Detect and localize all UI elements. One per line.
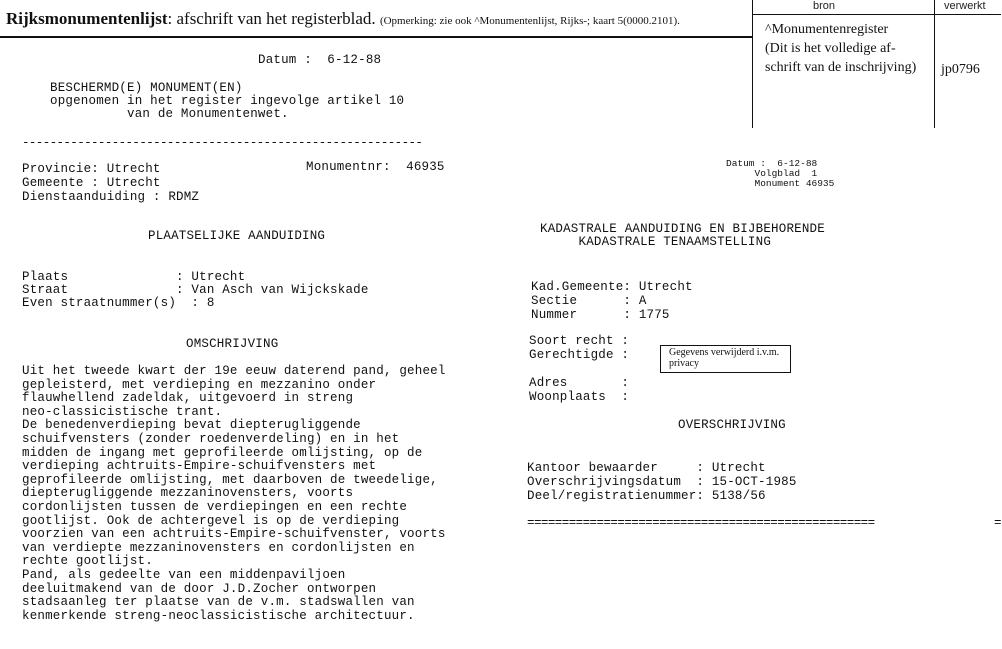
title-rest: : afschrift van het registerblad. — [167, 9, 376, 28]
column-header-verwerkt: verwerkt — [944, 0, 986, 12]
provincie-field: Provincie: Utrecht — [22, 162, 161, 176]
omschrijving-text: Uit het tweede kwart der 19e eeuw daterend pand, geheel gepleisterd, met verdieping en mezzanino onder flauwhellend zadeldak, uitgevoerd in streng neo-classicistische trant. De benedenverdieping bevat diepterugliggende schuifvensters (zonder roedenverdeling) en in het midden de ingang met geprofileerde omlijsting, op de verdieping achtruits-Empire-schuifvensters met geprofileerde omlijsting, met daarboven de tweedelige, diepterugliggende mezzaninovensters, voorts cordonlijsten tussen de verdiepingen en een rechte gootlijst. Ook de achtergevel is op de verdieping voorzien van een achtruits-Empire-schuifvenster, voorts van verdiepte mezzaninovensters en cordonlijsten en rechte gootlijst. Pand, als gedeelte van een middenpaviljoen deeluitmakend van de door J.D.Zocher ontworpen stadsaanleg ter plaatse van de v.m. stadswallen van kenmerkende streng-neoclassicistische architectuur. — [22, 364, 446, 623]
verwerkt-code: jp0796 — [941, 62, 980, 77]
left-datum: Datum : 6-12-88 — [258, 53, 382, 67]
title-bold: Rijksmonumentenlijst — [6, 9, 168, 28]
equals-trailing: = — [994, 516, 1002, 530]
kadastrale-fields: Kad.Gemeente: Utrecht Sectie : A Nummer : 1775 — [531, 280, 693, 322]
overschrijving-fields: Kantoor bewaarder : Utrecht Overschrijvingsdatum : 15-OCT-1985 Deel/registratienummer: 5138/56 — [527, 461, 797, 503]
column-header-bron: bron — [813, 0, 836, 12]
monumentnr-field: Monumentnr: 46935 — [306, 160, 445, 174]
source-box-header-line — [753, 14, 1001, 15]
equals-separator: ================================================== — [527, 516, 875, 530]
adres-fields: Adres : Woonplaats : — [529, 376, 630, 404]
source-text: ^Monumentenregister (Dit is het volledige af- schrift van de inschrijving) — [765, 22, 917, 75]
kadastrale-heading: KADASTRALE AANDUIDING EN BIJBEHORENDE KADASTRALE TENAAMSTELLING — [540, 222, 825, 249]
dash-separator: ---------------------------------------------------------- — [22, 136, 423, 150]
overschrijving-heading: OVERSCHRIJVING — [678, 418, 786, 432]
right-meta: Datum : 6-12-88 Volgblad 1 Monument 46935 — [726, 158, 835, 189]
title-note: (Opmerking: zie ook ^Monumentenlijst, Rijks-; kaart 5(0000.2101). — [379, 15, 680, 27]
omschrijving-heading: OMSCHRIJVING — [186, 337, 279, 351]
address-block: Plaats : Utrecht Straat : Van Asch van Wijckskade Even straatnummer(s) : 8 — [22, 270, 369, 310]
privacy-redaction-box: Gegevens verwijderd i.v.m. privacy — [660, 345, 791, 373]
monument-heading: BESCHERMD(E) MONUMENT(EN) opgenomen in het register ingevolge artikel 10 van de Monumentenwet. — [50, 81, 405, 121]
dienstaanduiding-field: Dienstaanduiding : RDMZ — [22, 190, 200, 204]
recht-fields: Soort recht : Gerechtigde : — [529, 334, 630, 362]
header-rule — [0, 36, 752, 38]
source-box — [752, 0, 1001, 128]
gemeente-field: Gemeente : Utrecht — [22, 176, 161, 190]
source-box-divider — [934, 0, 935, 128]
document-title — [6, 9, 680, 29]
plaatselijke-heading: PLAATSELIJKE AANDUIDING — [148, 229, 326, 243]
